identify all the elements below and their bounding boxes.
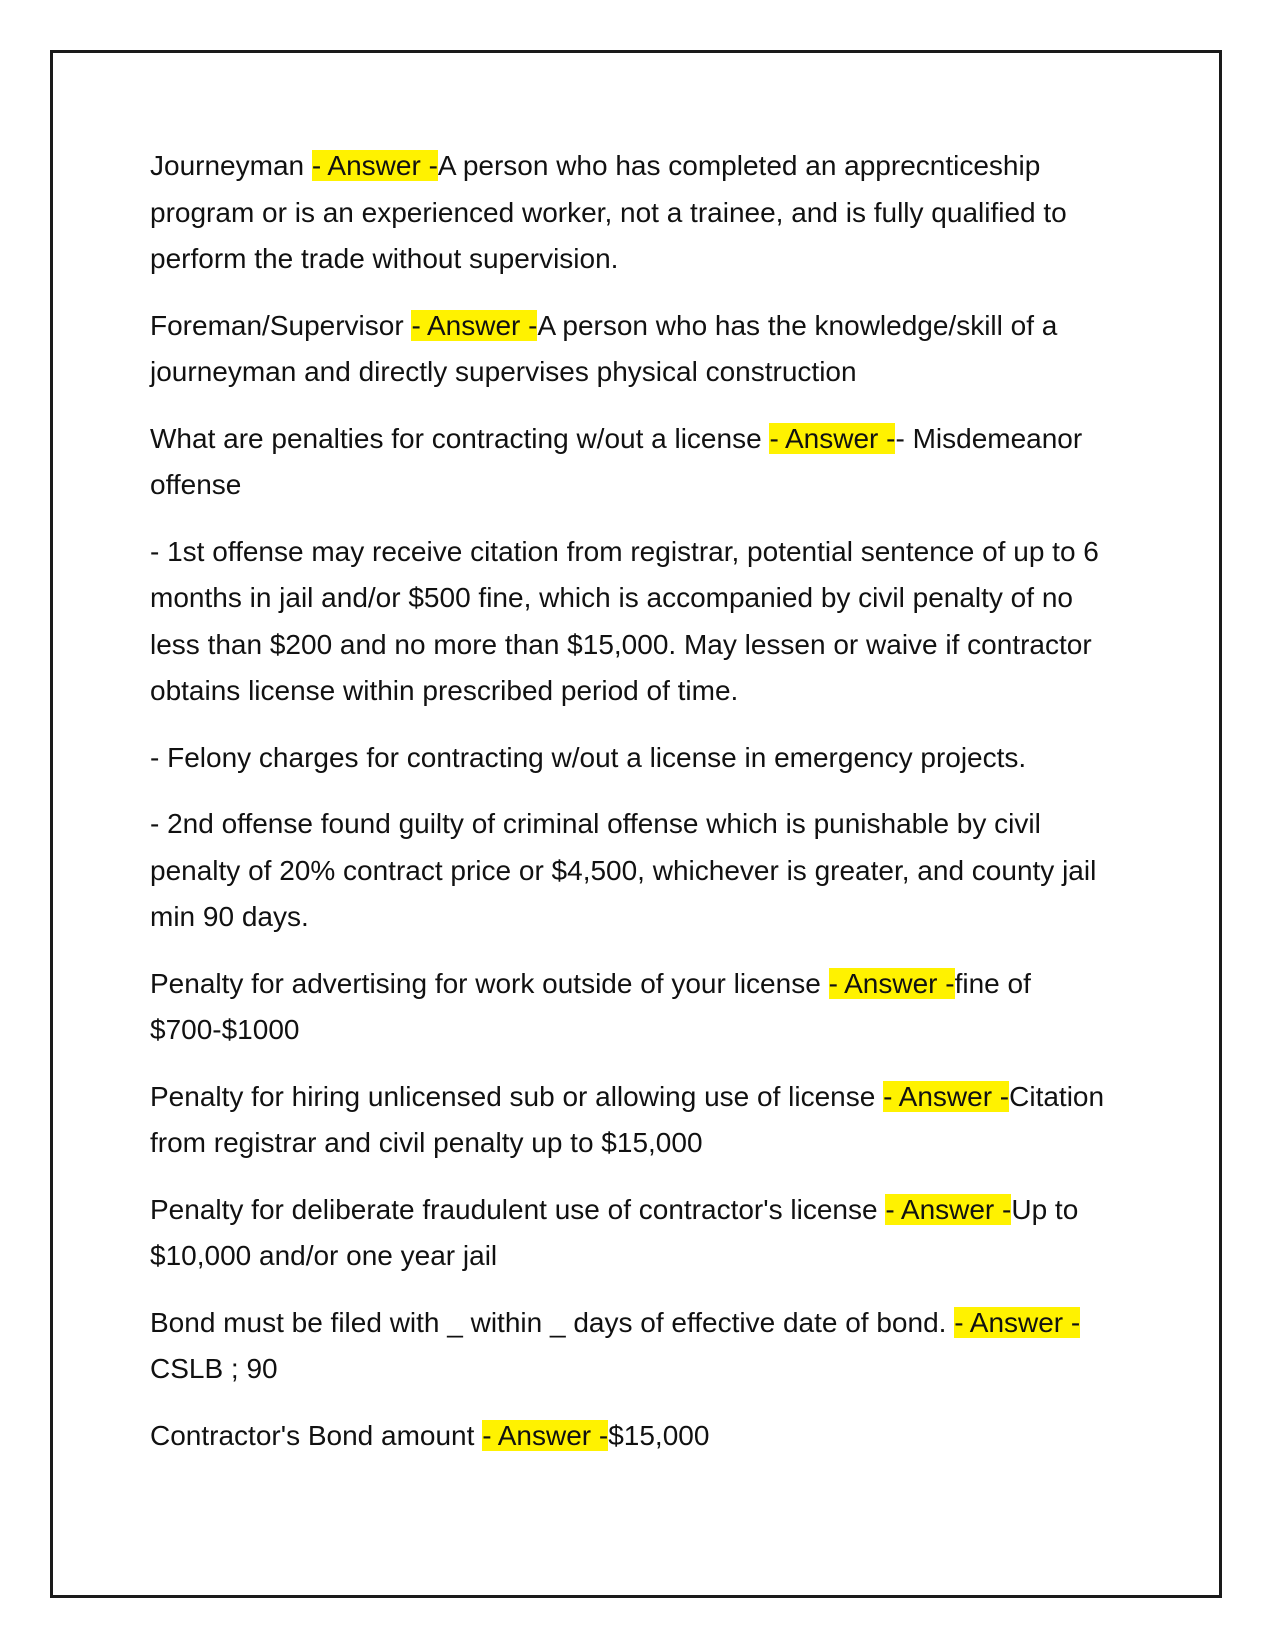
entry-term: Penalty for deliberate fraudulent use of contractor's license: [150, 1193, 886, 1225]
answer-marker: - Answer -: [883, 1080, 1010, 1112]
entry-answer: fine of $700-$1000: [150, 967, 1031, 1045]
entry-answer: Citation from registrar and civil penalty up to $15,000: [150, 1080, 1105, 1158]
answer-marker: - Answer -: [885, 1193, 1012, 1225]
entry-bond-amount: [150, 1413, 1130, 1460]
entry-answer: CSLB ; 90: [150, 1353, 278, 1384]
entry-advertising-penalty: [150, 961, 1130, 1054]
entry-penalties-unlicensed: [150, 416, 1130, 509]
entry-journeyman: [150, 143, 1130, 283]
entry-second-offense: - 2nd offense found guilty of criminal offense which is punishable by civil penalty of 20% contract price or $4,500, whichever is greater, and county jail min 90 days.: [150, 808, 1097, 932]
entry-answer: A person who has completed an apprecnticeship program or is an experienced worker, not a trainee, and is fully qualified to perform the trade without supervision.: [150, 150, 1067, 274]
entry-term: Penalty for advertising for work outside of your license: [150, 967, 829, 999]
entry-term: What are penalties for contracting w/out a license: [150, 422, 770, 454]
answer-marker: - Answer -: [828, 967, 955, 999]
flashcard-list: [150, 143, 1130, 1479]
entry-first-offense: - 1st offense may receive citation from registrar, potential sentence of up to 6 months in jail and/or $500 fine, which is accompanied by civil penalty of no less than $200 and no more than $15,000. May lessen or waive if contractor obtains license within prescribed period of time.: [150, 535, 1099, 706]
entry-term: Contractor's Bond amount: [150, 1419, 483, 1451]
entry-term: Foreman/Supervisor: [150, 309, 412, 341]
answer-marker: - Answer -: [311, 150, 438, 181]
answer-marker: - Answer -: [411, 309, 538, 341]
answer-marker: - Answer -: [769, 422, 896, 454]
entry-term: Bond must be filed with _ within _ days of effective date of bond.: [150, 1306, 955, 1338]
entry-foreman-supervisor: [150, 303, 1130, 396]
entry-felony-charges: - Felony charges for contracting w/out a license in emergency projects.: [150, 741, 1027, 773]
entry-term: Journeyman: [150, 150, 312, 181]
entry-fraudulent-use-penalty: [150, 1187, 1130, 1280]
answer-marker: - Answer -: [954, 1306, 1081, 1338]
entry-answer: A person who has the knowledge/skill of a journeyman and directly supervises physical construction: [150, 309, 1058, 387]
entry-unlicensed-sub-penalty: [150, 1074, 1130, 1167]
entry-answer: $15,000: [608, 1419, 710, 1451]
entry-term: Penalty for hiring unlicensed sub or allowing use of license: [150, 1080, 884, 1112]
entry-bond-filing: [150, 1300, 1130, 1393]
answer-marker: - Answer -: [482, 1419, 609, 1451]
entry-answer: Up to $10,000 and/or one year jail: [150, 1193, 1079, 1271]
entry-answer: - Misdemeanor offense: [150, 422, 1083, 500]
